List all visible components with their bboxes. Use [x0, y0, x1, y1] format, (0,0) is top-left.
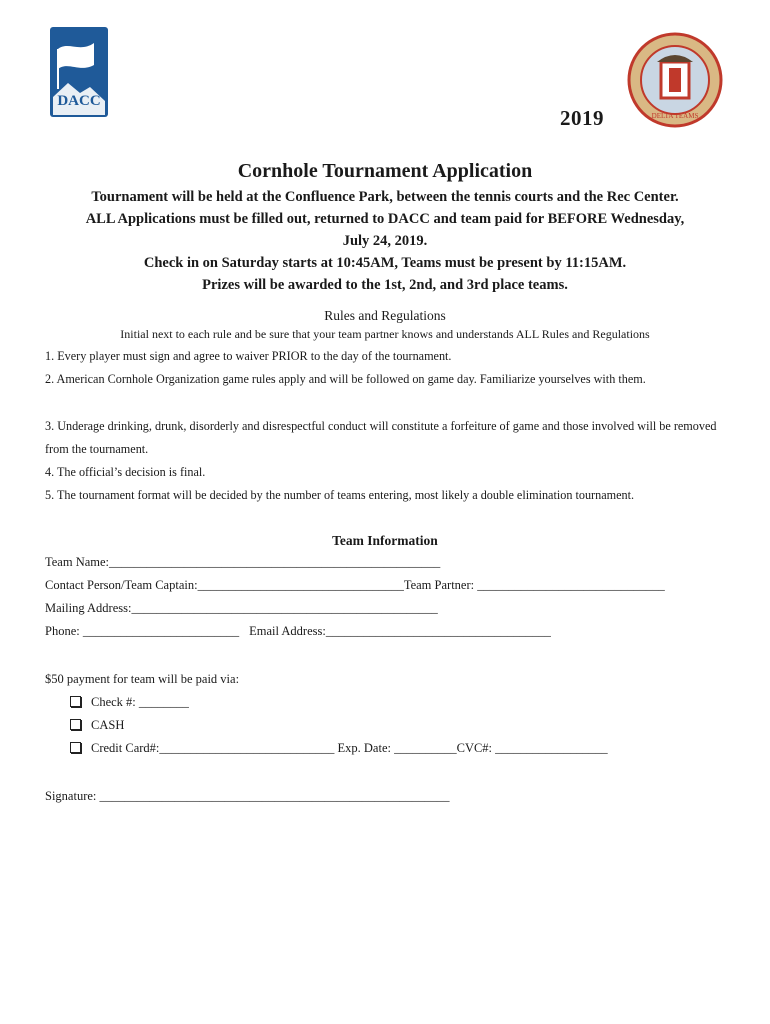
team-name-field[interactable]: Team Name:_____________________________________________________ [45, 555, 441, 569]
rules-heading: Rules and Regulations [324, 308, 446, 323]
phone-field[interactable]: Phone: _________________________ [45, 624, 240, 638]
check-field[interactable]: Check #: ________ [91, 695, 189, 709]
contact-person-field[interactable]: Contact Person/Team Captain:_________________________________ [45, 578, 404, 592]
phone-email-row [45, 620, 551, 642]
mailing-address-field[interactable]: Mailing Address:_________________________________________________ [45, 601, 438, 615]
rule-item: 3. Underage drinking, drunk, disorderly and disrespectful conduct will constitute a forfeiture of game and those involved will be removed from the tournament. [45, 419, 717, 456]
cash-label: CASH [91, 718, 125, 732]
dacc-logo [50, 27, 108, 117]
email-field[interactable]: Email Address:____________________________________ [249, 624, 551, 638]
rule-item: 5. The tournament format will be decided by the number of teams entering, most likely a double elimination tournament. [45, 488, 635, 502]
payment-option-cash[interactable] [70, 714, 124, 736]
year: 2019 [560, 106, 604, 130]
checkbox-icon[interactable] [70, 696, 81, 707]
intro-line: July 24, 2019. [342, 233, 428, 249]
signature-field[interactable]: Signature: ________________________________________________________ [45, 789, 450, 803]
team-partner-field[interactable]: Team Partner: ______________________________ [403, 578, 665, 592]
rule-item: 2. American Cornhole Organization game rules apply and will be followed on game day. Familiarize yourselves with them. [45, 372, 646, 386]
credit-card-field[interactable]: Credit Card#:____________________________ [91, 741, 335, 755]
rule-item: 4. The official’s decision is final. [45, 465, 206, 479]
checkbox-icon[interactable] [70, 719, 81, 730]
intro-line: ALL Applications must be filled out, returned to DACC and team paid for BEFORE Wednesday, [85, 211, 685, 227]
dacc-logo-text: DACC [57, 93, 101, 109]
rule-item: 1. Every player must sign and agree to waiver PRIOR to the day of the tournament. [45, 349, 452, 363]
seal-text: DELTA TEAMS [651, 112, 699, 120]
intro-line: Tournament will be held at the Confluence Park, between the tennis courts and the Rec Center. [91, 189, 679, 205]
intro-line: Check in on Saturday starts at 10:45AM, Teams must be present by 11:15AM. [143, 255, 627, 271]
page-title: Cornhole Tournament Application [237, 160, 533, 182]
seal-icon [627, 32, 723, 128]
exp-date-field[interactable]: Exp. Date: __________ [337, 741, 457, 755]
team-info-heading: Team Information [332, 533, 438, 548]
rules-note: Initial next to each rule and be sure that your team partner knows and understands ALL Rules and Regulations [120, 327, 650, 341]
payment-option-card[interactable] [70, 737, 608, 759]
payment-option-check[interactable] [70, 691, 189, 713]
cvc-field[interactable]: CVC#: __________________ [456, 741, 608, 755]
checkbox-icon[interactable] [70, 742, 81, 753]
contact-row [45, 574, 665, 596]
intro-line: Prizes will be awarded to the 1st, 2nd, and 3rd place teams. [202, 277, 568, 293]
payment-label: $50 payment for team will be paid via: [45, 672, 240, 686]
